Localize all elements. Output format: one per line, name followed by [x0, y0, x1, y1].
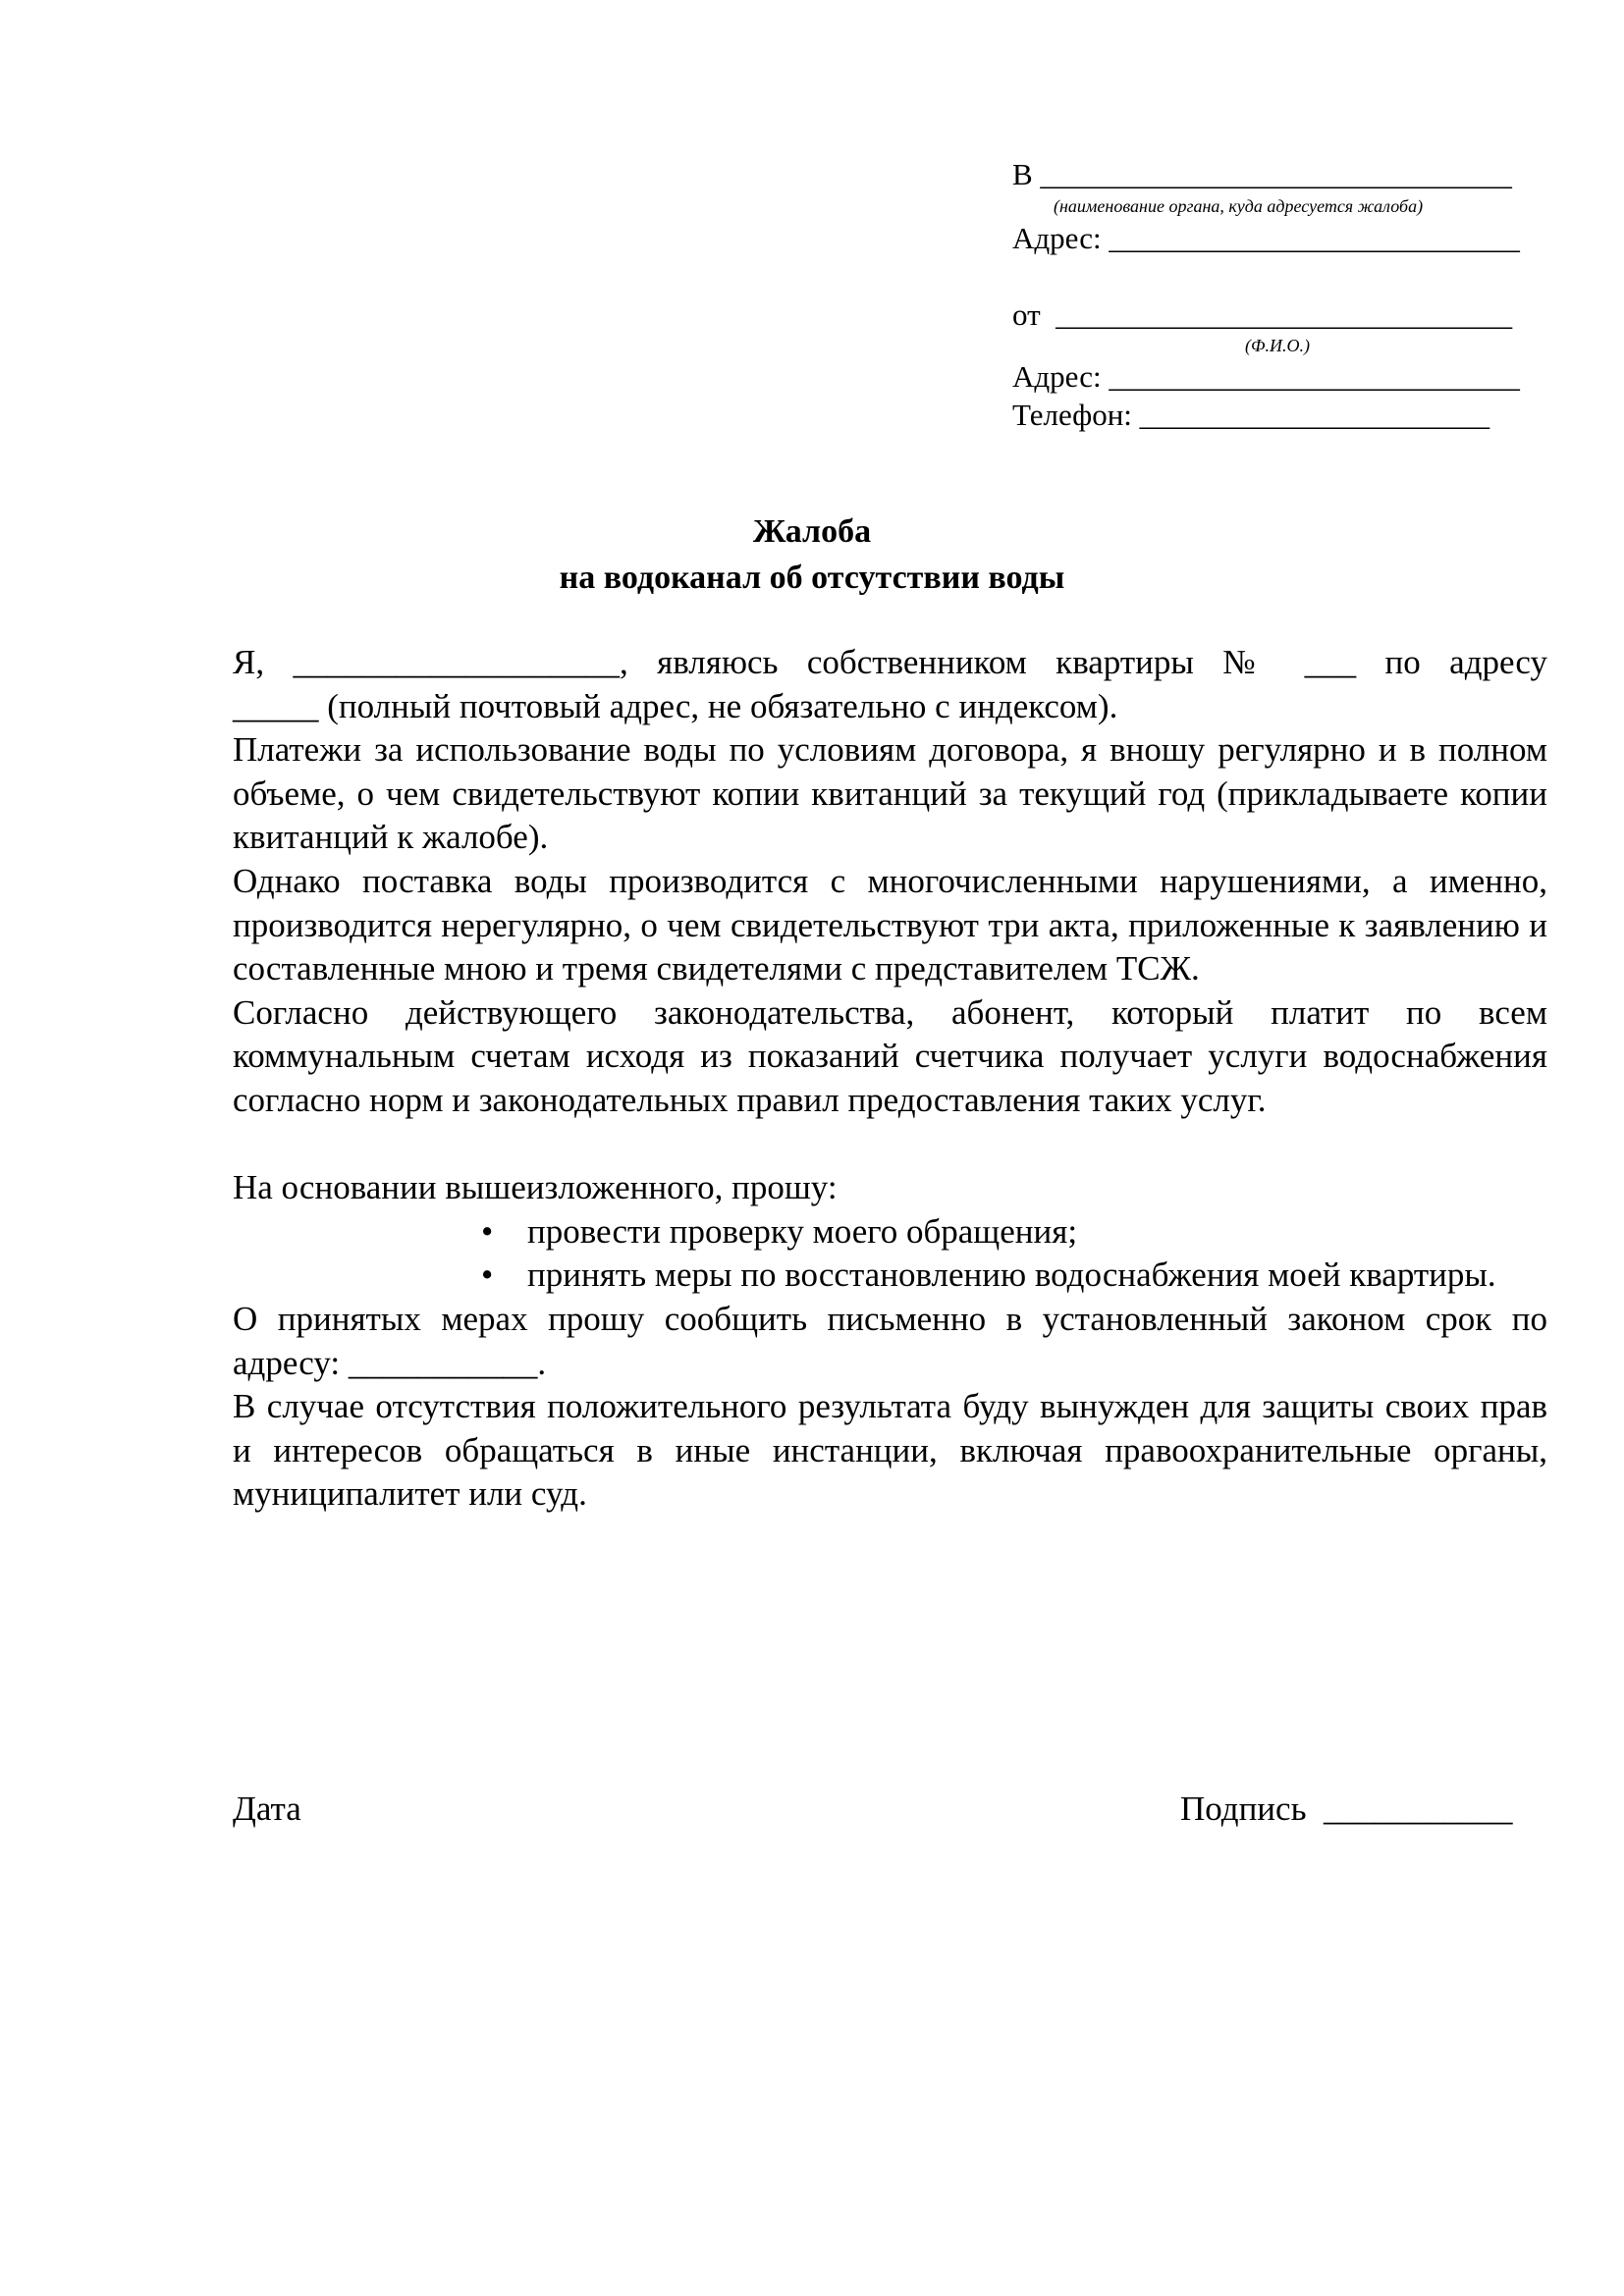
list-item-text: провести проверку моего обращения;	[527, 1211, 1078, 1251]
sender-line: от ______________________________	[1012, 297, 1513, 332]
paragraph-intro-line1: Я, ___________________, являюсь собственником квартиры № ___ по адресу	[233, 643, 1547, 681]
spacer	[233, 1123, 1547, 1167]
paragraph-escalation: В случае отсутствия положительного результата буду вынужден для защиты своих прав и интересов обращаться в иные инстанции, включая правоохранительные органы, муниципалитет или суд.	[233, 1387, 1547, 1514]
document-body	[233, 641, 1547, 1517]
addressee-line: В _______________________________	[1012, 157, 1512, 191]
paragraph-notification: О принятых мерах прошу сообщить письменно в установленный законом срок по адресу: ___________.	[233, 1299, 1547, 1382]
paragraph-legislation: Согласно действующего законодательства, абонент, который платит по всем коммунальным счетам исходя из показаний счетчика получает услуги водоснабжения согласно норм и законодательных правил предоставления таких услуг.	[233, 992, 1547, 1119]
sender-name-note: (Ф.И.О.)	[1245, 336, 1310, 355]
date-label: Дата	[233, 1789, 301, 1828]
list-item-text: принять меры по восстановлению водоснабжения моей квартиры.	[527, 1255, 1496, 1295]
request-list	[233, 1210, 1547, 1298]
paragraph-intro-line2: _____ (полный почтовый адрес, не обязательно с индексом).	[233, 686, 1118, 725]
paragraph-payments: Платежи за использование воды по условиям договора, я вношу регулярно и в полном объеме, о чем свидетельствуют копии квитанций за текущий год (прикладываете копии квитанций к жалобе).	[233, 730, 1547, 857]
sender-address: Адрес: ___________________________	[1012, 359, 1520, 394]
list-item	[233, 1210, 1547, 1255]
list-item	[233, 1254, 1547, 1298]
addressee-note: (наименование органа, куда адресуется жалоба)	[1054, 196, 1424, 216]
request-intro: На основании вышеизложенного, прошу:	[233, 1168, 838, 1207]
addressee-address: Адрес: ___________________________	[1012, 221, 1520, 255]
bullet-icon: •	[481, 1211, 494, 1251]
document-title: Жалоба	[752, 513, 872, 550]
bullet-icon: •	[481, 1255, 494, 1295]
sender-phone: Телефон: _______________________	[1012, 398, 1490, 432]
paragraph-violations: Однако поставка воды производится с многочисленными нарушениями, а именно, производится нерегулярно, о чем свидетельствуют три акта, приложенные к заявлению и составленные мною и тремя свидетелями с представителем ТСЖ.	[233, 861, 1547, 988]
signature-line: Подпись ___________	[1180, 1789, 1513, 1828]
document-subtitle: на водоканал об отсутствии воды	[559, 560, 1065, 596]
